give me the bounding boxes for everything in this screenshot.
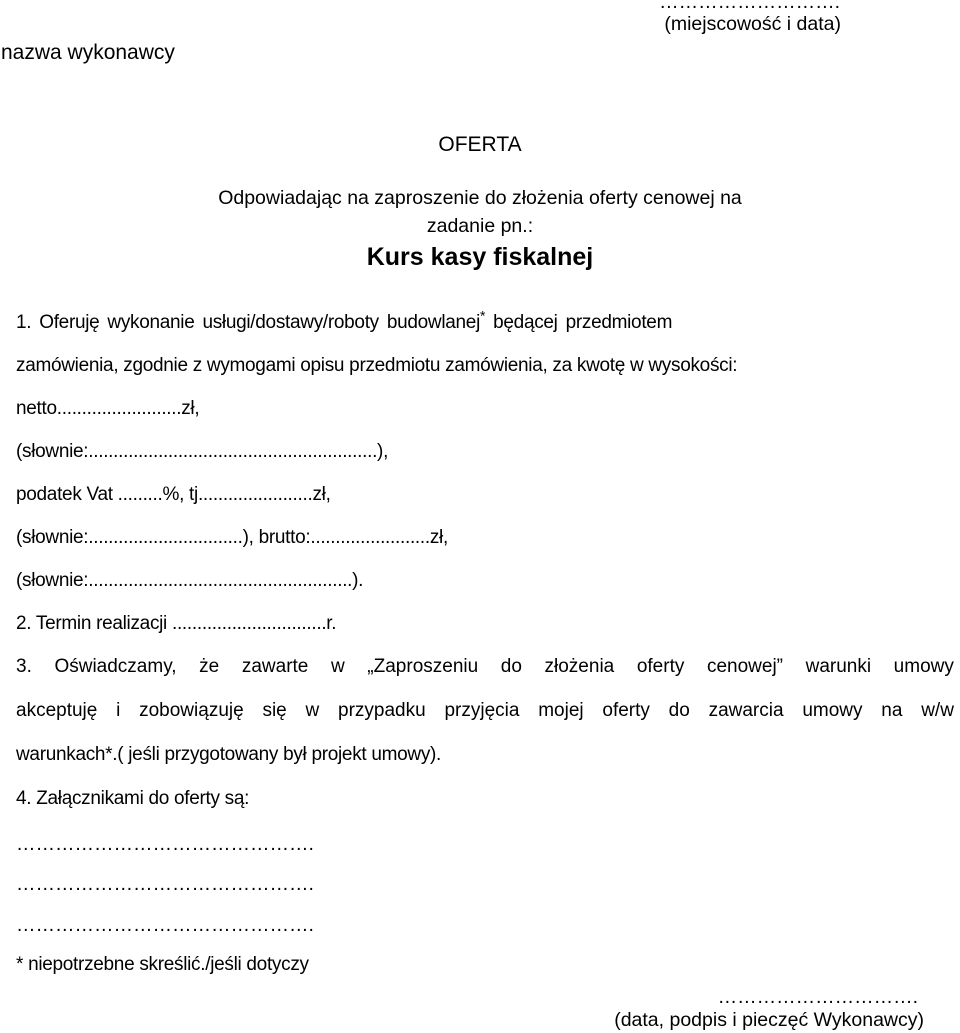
word: zobowiązuję [139, 700, 244, 721]
place-date-dots: ………………………. [659, 0, 840, 13]
section3-line1 [16, 656, 954, 678]
word: do [500, 656, 522, 677]
word: i [116, 700, 121, 721]
netto-field: netto.........................zł, [16, 398, 200, 419]
word: zawarcia [708, 700, 784, 721]
word: oferty [602, 700, 650, 721]
vat-field: podatek Vat .........%, tj.......................zł, [16, 484, 331, 505]
section1-line1-part1: 1. Oferuję wykonanie usługi/dostawy/roboty budowlanej [16, 312, 480, 333]
word: cenowej” [706, 656, 783, 677]
contractor-name-label: nazwa wykonawcy [1, 41, 175, 64]
word: na [881, 700, 903, 721]
word: zawarte [241, 656, 309, 677]
intro-line-2: zadanie pn.: [426, 215, 534, 237]
footnote-star: * [480, 307, 486, 324]
attachment-line-1: ………………………………………. [16, 833, 314, 855]
word: w [305, 700, 320, 721]
word: złożenia [544, 656, 615, 677]
brutto-field: (słownie:...............................), brutto:........................zł, [16, 527, 448, 548]
section3-line3: warunkach*.( jeśli przygotowany był projekt umowy). [16, 744, 442, 765]
word: że [199, 656, 220, 677]
word: umowy [802, 700, 863, 721]
offer-heading: OFERTA [438, 133, 522, 156]
word: przypadku [338, 700, 426, 721]
word: przyjęcia [444, 700, 520, 721]
word: mojej [538, 700, 584, 721]
word: akceptuję [16, 700, 98, 721]
brutto-words-field: (słownie:.....................................................). [16, 570, 364, 591]
word: się [262, 700, 287, 721]
word: „Zaproszeniu [367, 656, 479, 677]
attachment-line-3: ………………………………………. [16, 914, 314, 936]
word: oferty [636, 656, 685, 677]
section1-line2: zamówienia, zgodnie z wymogami opisu przedmiotu zamówienia, za kwotę w wysokości: [16, 355, 738, 376]
netto-words-field: (słownie:..........................................................), [16, 441, 389, 462]
task-name: Kurs kasy fiskalnej [366, 243, 594, 271]
attachment-line-2: ………………………………………. [16, 873, 314, 895]
word: Oświadczamy, [54, 656, 177, 677]
completion-date-field: 2. Termin realizacji ...............................r. [16, 613, 337, 634]
word: warunki [805, 656, 872, 677]
footnote: * niepotrzebne skreślić./jeśli dotyczy [16, 954, 309, 975]
signature-dots: …………………………. [717, 986, 918, 1008]
word: umowy [893, 656, 954, 677]
word: do [668, 700, 690, 721]
signature-label: (data, podpis i pieczęć Wykonawcy) [614, 1009, 924, 1031]
section3-line2 [16, 700, 954, 722]
word: w [330, 656, 345, 677]
section1-line1 [16, 307, 673, 334]
place-date-label: (miejscowość i data) [664, 13, 841, 35]
word: 3. [16, 656, 32, 677]
section1-line1-part2: będącej przedmiotem [493, 312, 673, 333]
intro-line-1: Odpowiadając na zaproszenie do złożenia oferty cenowej na [218, 187, 742, 209]
word: w/w [921, 700, 954, 721]
attachments-heading: 4. Załącznikami do oferty są: [16, 788, 250, 809]
